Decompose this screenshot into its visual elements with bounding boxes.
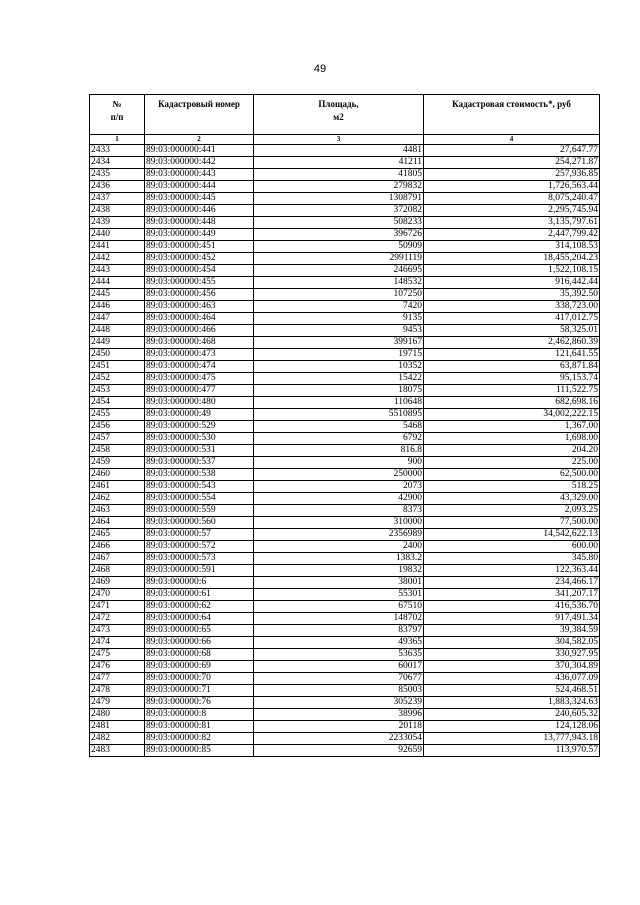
table-row xyxy=(90,445,600,457)
area-value: 42900 xyxy=(254,493,424,505)
cadastral-number: 89:03:000000:81 xyxy=(145,721,254,733)
area-value: 7420 xyxy=(254,301,424,313)
table-row xyxy=(90,205,600,217)
cadastral-number: 89:03:000000:572 xyxy=(145,541,254,553)
cost-value: 2,447,799.42 xyxy=(424,229,600,241)
row-number: 2466 xyxy=(90,541,145,553)
cadastral-number: 89:03:000000:6 xyxy=(145,577,254,589)
row-number: 2450 xyxy=(90,349,145,361)
cadastral-number: 89:03:000000:591 xyxy=(145,565,254,577)
table-row xyxy=(90,457,600,469)
table-row xyxy=(90,217,600,229)
table-row xyxy=(90,541,600,553)
row-number: 2456 xyxy=(90,421,145,433)
row-number: 2452 xyxy=(90,373,145,385)
area-value: 15422 xyxy=(254,373,424,385)
row-number: 2446 xyxy=(90,301,145,313)
cadastral-number: 89:03:000000:554 xyxy=(145,493,254,505)
cost-value: 917,491.34 xyxy=(424,613,600,625)
table-row xyxy=(90,517,600,529)
table-row xyxy=(90,721,600,733)
area-value: 85003 xyxy=(254,685,424,697)
table-row xyxy=(90,589,600,601)
area-value: 53635 xyxy=(254,649,424,661)
cadastral-number: 89:03:000000:560 xyxy=(145,517,254,529)
area-value: 148532 xyxy=(254,277,424,289)
cadastral-number: 89:03:000000:76 xyxy=(145,697,254,709)
cadastral-number: 89:03:000000:443 xyxy=(145,169,254,181)
cadastral-number: 89:03:000000:82 xyxy=(145,733,254,745)
table-row xyxy=(90,745,600,757)
cadastral-number: 89:03:000000:464 xyxy=(145,313,254,325)
row-number: 2435 xyxy=(90,169,145,181)
cost-value: 234,466.17 xyxy=(424,577,600,589)
cadastral-number: 89:03:000000:573 xyxy=(145,553,254,565)
row-number: 2444 xyxy=(90,277,145,289)
cost-value: 240,605.32 xyxy=(424,709,600,721)
row-number: 2442 xyxy=(90,253,145,265)
cost-value: 416,536.70 xyxy=(424,601,600,613)
row-number: 2451 xyxy=(90,361,145,373)
table-row xyxy=(90,361,600,373)
page-number: 49 xyxy=(313,63,327,75)
table-header-row xyxy=(90,95,600,135)
cadastral-number: 89:03:000000:8 xyxy=(145,709,254,721)
cost-value: 417,012.75 xyxy=(424,313,600,325)
cost-value: 2,093.25 xyxy=(424,505,600,517)
area-value: 67510 xyxy=(254,601,424,613)
header-cadastral-cost xyxy=(424,95,600,135)
area-value: 50909 xyxy=(254,241,424,253)
cost-value: 43,329.00 xyxy=(424,493,600,505)
cadastral-number: 89:03:000000:452 xyxy=(145,253,254,265)
table-row xyxy=(90,289,600,301)
area-value: 279832 xyxy=(254,181,424,193)
table-row xyxy=(90,145,600,157)
cost-value: 225.00 xyxy=(424,457,600,469)
row-number: 2437 xyxy=(90,193,145,205)
cost-value: 13,777,943.18 xyxy=(424,733,600,745)
column-number-row xyxy=(90,135,600,145)
table-row xyxy=(90,229,600,241)
row-number: 2433 xyxy=(90,145,145,157)
cost-value: 330,927.95 xyxy=(424,649,600,661)
table-row xyxy=(90,193,600,205)
cost-value: 63,871.84 xyxy=(424,361,600,373)
area-value: 816.8 xyxy=(254,445,424,457)
table-row xyxy=(90,469,600,481)
table-row xyxy=(90,421,600,433)
area-value: 2356989 xyxy=(254,529,424,541)
row-number: 2439 xyxy=(90,217,145,229)
table-row xyxy=(90,493,600,505)
area-value: 38996 xyxy=(254,709,424,721)
cadastral-number: 89:03:000000:475 xyxy=(145,373,254,385)
area-value: 41805 xyxy=(254,169,424,181)
table-row xyxy=(90,373,600,385)
area-value: 250000 xyxy=(254,469,424,481)
row-number: 2467 xyxy=(90,553,145,565)
row-number: 2436 xyxy=(90,181,145,193)
cadastral-number: 89:03:000000:445 xyxy=(145,193,254,205)
table-row xyxy=(90,733,600,745)
column-number: 4 xyxy=(424,135,600,145)
cost-value: 436,077.09 xyxy=(424,673,600,685)
cadastral-number: 89:03:000000:69 xyxy=(145,661,254,673)
header-area xyxy=(254,95,424,135)
row-number: 2482 xyxy=(90,733,145,745)
cadastral-number: 89:03:000000:442 xyxy=(145,157,254,169)
area-value: 5510895 xyxy=(254,409,424,421)
row-number: 2460 xyxy=(90,469,145,481)
row-number: 2464 xyxy=(90,517,145,529)
cadastral-table xyxy=(89,94,600,757)
cost-value: 1,726,563.44 xyxy=(424,181,600,193)
table-row xyxy=(90,277,600,289)
cost-value: 2,295,745.94 xyxy=(424,205,600,217)
row-number: 2475 xyxy=(90,649,145,661)
row-number: 2457 xyxy=(90,433,145,445)
area-value: 6792 xyxy=(254,433,424,445)
cost-value: 95,153.74 xyxy=(424,373,600,385)
table-row xyxy=(90,301,600,313)
table-row xyxy=(90,613,600,625)
row-number: 2476 xyxy=(90,661,145,673)
cadastral-number: 89:03:000000:480 xyxy=(145,397,254,409)
row-number: 2461 xyxy=(90,481,145,493)
row-number: 2470 xyxy=(90,589,145,601)
table-row xyxy=(90,697,600,709)
row-number: 2463 xyxy=(90,505,145,517)
table-row xyxy=(90,709,600,721)
cost-value: 1,698.00 xyxy=(424,433,600,445)
row-number: 2441 xyxy=(90,241,145,253)
cadastral-number: 89:03:000000:451 xyxy=(145,241,254,253)
area-value: 2400 xyxy=(254,541,424,553)
cost-value: 304,582.05 xyxy=(424,637,600,649)
row-number: 2453 xyxy=(90,385,145,397)
cost-value: 77,500.00 xyxy=(424,517,600,529)
cadastral-number: 89:03:000000:61 xyxy=(145,589,254,601)
area-value: 20118 xyxy=(254,721,424,733)
area-value: 5468 xyxy=(254,421,424,433)
table-row xyxy=(90,409,600,421)
table-row xyxy=(90,397,600,409)
row-number: 2438 xyxy=(90,205,145,217)
cadastral-number: 89:03:000000:448 xyxy=(145,217,254,229)
area-value: 38001 xyxy=(254,577,424,589)
cost-value: 8,075,240.47 xyxy=(424,193,600,205)
cadastral-number: 89:03:000000:559 xyxy=(145,505,254,517)
area-value: 70677 xyxy=(254,673,424,685)
cadastral-number: 89:03:000000:446 xyxy=(145,205,254,217)
cost-value: 1,522,108.15 xyxy=(424,265,600,277)
table-row xyxy=(90,529,600,541)
cadastral-number: 89:03:000000:531 xyxy=(145,445,254,457)
area-value: 399167 xyxy=(254,337,424,349)
area-value: 8373 xyxy=(254,505,424,517)
cadastral-number: 89:03:000000:49 xyxy=(145,409,254,421)
table-row xyxy=(90,241,600,253)
area-value: 372082 xyxy=(254,205,424,217)
area-value: 246695 xyxy=(254,265,424,277)
cost-value: 518.25 xyxy=(424,481,600,493)
cadastral-number: 89:03:000000:466 xyxy=(145,325,254,337)
area-value: 49365 xyxy=(254,637,424,649)
cost-value: 27,647.77 xyxy=(424,145,600,157)
cadastral-number: 89:03:000000:538 xyxy=(145,469,254,481)
row-number: 2443 xyxy=(90,265,145,277)
row-number: 2465 xyxy=(90,529,145,541)
cost-value: 3,135,797.61 xyxy=(424,217,600,229)
table-row xyxy=(90,673,600,685)
row-number: 2454 xyxy=(90,397,145,409)
cost-value: 58,325.01 xyxy=(424,325,600,337)
cost-value: 121,641.55 xyxy=(424,349,600,361)
cadastral-number: 89:03:000000:454 xyxy=(145,265,254,277)
cost-value: 524,468.51 xyxy=(424,685,600,697)
row-number: 2449 xyxy=(90,337,145,349)
area-value: 310000 xyxy=(254,517,424,529)
cost-value: 18,455,204.23 xyxy=(424,253,600,265)
row-number: 2447 xyxy=(90,313,145,325)
header-area-line2: м2 xyxy=(333,112,344,122)
cost-value: 122,363.44 xyxy=(424,565,600,577)
cadastral-number: 89:03:000000:57 xyxy=(145,529,254,541)
cadastral-number: 89:03:000000:530 xyxy=(145,433,254,445)
cost-value: 34,002,222.15 xyxy=(424,409,600,421)
table-row xyxy=(90,625,600,637)
row-number: 2479 xyxy=(90,697,145,709)
cost-value: 124,128.06 xyxy=(424,721,600,733)
area-value: 2233054 xyxy=(254,733,424,745)
row-number: 2445 xyxy=(90,289,145,301)
cadastral-number: 89:03:000000:68 xyxy=(145,649,254,661)
cost-value: 113,970.57 xyxy=(424,745,600,757)
cost-value: 600.00 xyxy=(424,541,600,553)
cadastral-number: 89:03:000000:477 xyxy=(145,385,254,397)
cadastral-number: 89:03:000000:463 xyxy=(145,301,254,313)
cadastral-number: 89:03:000000:537 xyxy=(145,457,254,469)
table-row xyxy=(90,385,600,397)
cadastral-number: 89:03:000000:70 xyxy=(145,673,254,685)
cost-value: 204.20 xyxy=(424,445,600,457)
area-value: 9453 xyxy=(254,325,424,337)
area-value: 10352 xyxy=(254,361,424,373)
table-row xyxy=(90,505,600,517)
cadastral-number: 89:03:000000:449 xyxy=(145,229,254,241)
cost-value: 1,883,324.63 xyxy=(424,697,600,709)
area-value: 148702 xyxy=(254,613,424,625)
area-value: 4481 xyxy=(254,145,424,157)
table-row xyxy=(90,433,600,445)
row-number: 2473 xyxy=(90,625,145,637)
area-value: 19715 xyxy=(254,349,424,361)
area-value: 1383.2 xyxy=(254,553,424,565)
cost-value: 1,367.00 xyxy=(424,421,600,433)
area-value: 60017 xyxy=(254,661,424,673)
header-number-line2: п/п xyxy=(110,112,124,122)
header-number-line1: № xyxy=(112,99,122,109)
table-row xyxy=(90,349,600,361)
column-number: 1 xyxy=(90,135,145,145)
cadastral-number: 89:03:000000:66 xyxy=(145,637,254,649)
cost-value: 14,542,622.13 xyxy=(424,529,600,541)
row-number: 2481 xyxy=(90,721,145,733)
row-number: 2459 xyxy=(90,457,145,469)
table-row xyxy=(90,481,600,493)
area-value: 107250 xyxy=(254,289,424,301)
area-value: 19832 xyxy=(254,565,424,577)
cadastral-number: 89:03:000000:85 xyxy=(145,745,254,757)
table-row xyxy=(90,577,600,589)
area-value: 2073 xyxy=(254,481,424,493)
cadastral-number: 89:03:000000:474 xyxy=(145,361,254,373)
table-row xyxy=(90,325,600,337)
cadastral-number: 89:03:000000:65 xyxy=(145,625,254,637)
row-number: 2458 xyxy=(90,445,145,457)
cost-value: 370,304.89 xyxy=(424,661,600,673)
cadastral-number: 89:03:000000:455 xyxy=(145,277,254,289)
table-row xyxy=(90,253,600,265)
cost-value: 35,392.50 xyxy=(424,289,600,301)
row-number: 2471 xyxy=(90,601,145,613)
row-number: 2469 xyxy=(90,577,145,589)
area-value: 2991119 xyxy=(254,253,424,265)
cost-value: 257,936.85 xyxy=(424,169,600,181)
table-row xyxy=(90,337,600,349)
area-value: 508233 xyxy=(254,217,424,229)
table-row xyxy=(90,601,600,613)
cadastral-number: 89:03:000000:456 xyxy=(145,289,254,301)
table-body xyxy=(90,145,600,757)
cost-value: 338,723.00 xyxy=(424,301,600,313)
cost-value: 111,522.75 xyxy=(424,385,600,397)
cost-value: 254,271.87 xyxy=(424,157,600,169)
header-cadastral-line1: Кадастровый номер xyxy=(158,99,240,109)
cadastral-number: 89:03:000000:71 xyxy=(145,685,254,697)
area-value: 55301 xyxy=(254,589,424,601)
cadastral-number: 89:03:000000:444 xyxy=(145,181,254,193)
cadastral-number: 89:03:000000:473 xyxy=(145,349,254,361)
cost-value: 39,384.59 xyxy=(424,625,600,637)
area-value: 110648 xyxy=(254,397,424,409)
row-number: 2455 xyxy=(90,409,145,421)
row-number: 2474 xyxy=(90,637,145,649)
header-cadastral-number xyxy=(145,95,254,135)
row-number: 2472 xyxy=(90,613,145,625)
cost-value: 345.80 xyxy=(424,553,600,565)
column-number: 3 xyxy=(254,135,424,145)
area-value: 92659 xyxy=(254,745,424,757)
area-value: 396726 xyxy=(254,229,424,241)
cost-value: 682,698.16 xyxy=(424,397,600,409)
table-row xyxy=(90,685,600,697)
row-number: 2440 xyxy=(90,229,145,241)
cost-value: 2,462,860.39 xyxy=(424,337,600,349)
table-row xyxy=(90,169,600,181)
row-number: 2483 xyxy=(90,745,145,757)
cadastral-number: 89:03:000000:62 xyxy=(145,601,254,613)
table-row xyxy=(90,649,600,661)
area-value: 1308791 xyxy=(254,193,424,205)
cost-value: 314,108.53 xyxy=(424,241,600,253)
cadastral-number: 89:03:000000:543 xyxy=(145,481,254,493)
table-row xyxy=(90,565,600,577)
area-value: 900 xyxy=(254,457,424,469)
column-number: 2 xyxy=(145,135,254,145)
table-row xyxy=(90,157,600,169)
table-row xyxy=(90,313,600,325)
row-number: 2478 xyxy=(90,685,145,697)
area-value: 9135 xyxy=(254,313,424,325)
row-number: 2477 xyxy=(90,673,145,685)
cadastral-number: 89:03:000000:441 xyxy=(145,145,254,157)
table-row xyxy=(90,265,600,277)
cadastral-number: 89:03:000000:468 xyxy=(145,337,254,349)
row-number: 2434 xyxy=(90,157,145,169)
row-number: 2480 xyxy=(90,709,145,721)
area-value: 305239 xyxy=(254,697,424,709)
cost-value: 916,442.44 xyxy=(424,277,600,289)
header-cost-line1: Кадастровая стоимость*, руб xyxy=(452,99,571,109)
area-value: 83797 xyxy=(254,625,424,637)
header-area-line1: Площадь, xyxy=(318,99,359,109)
table-row xyxy=(90,553,600,565)
area-value: 18075 xyxy=(254,385,424,397)
row-number: 2468 xyxy=(90,565,145,577)
table-row xyxy=(90,637,600,649)
table-row xyxy=(90,181,600,193)
row-number: 2462 xyxy=(90,493,145,505)
cost-value: 341,207.17 xyxy=(424,589,600,601)
cadastral-number: 89:03:000000:64 xyxy=(145,613,254,625)
cost-value: 62,500.00 xyxy=(424,469,600,481)
header-number xyxy=(90,95,145,135)
row-number: 2448 xyxy=(90,325,145,337)
table-row xyxy=(90,661,600,673)
cadastral-number: 89:03:000000:529 xyxy=(145,421,254,433)
area-value: 41211 xyxy=(254,157,424,169)
